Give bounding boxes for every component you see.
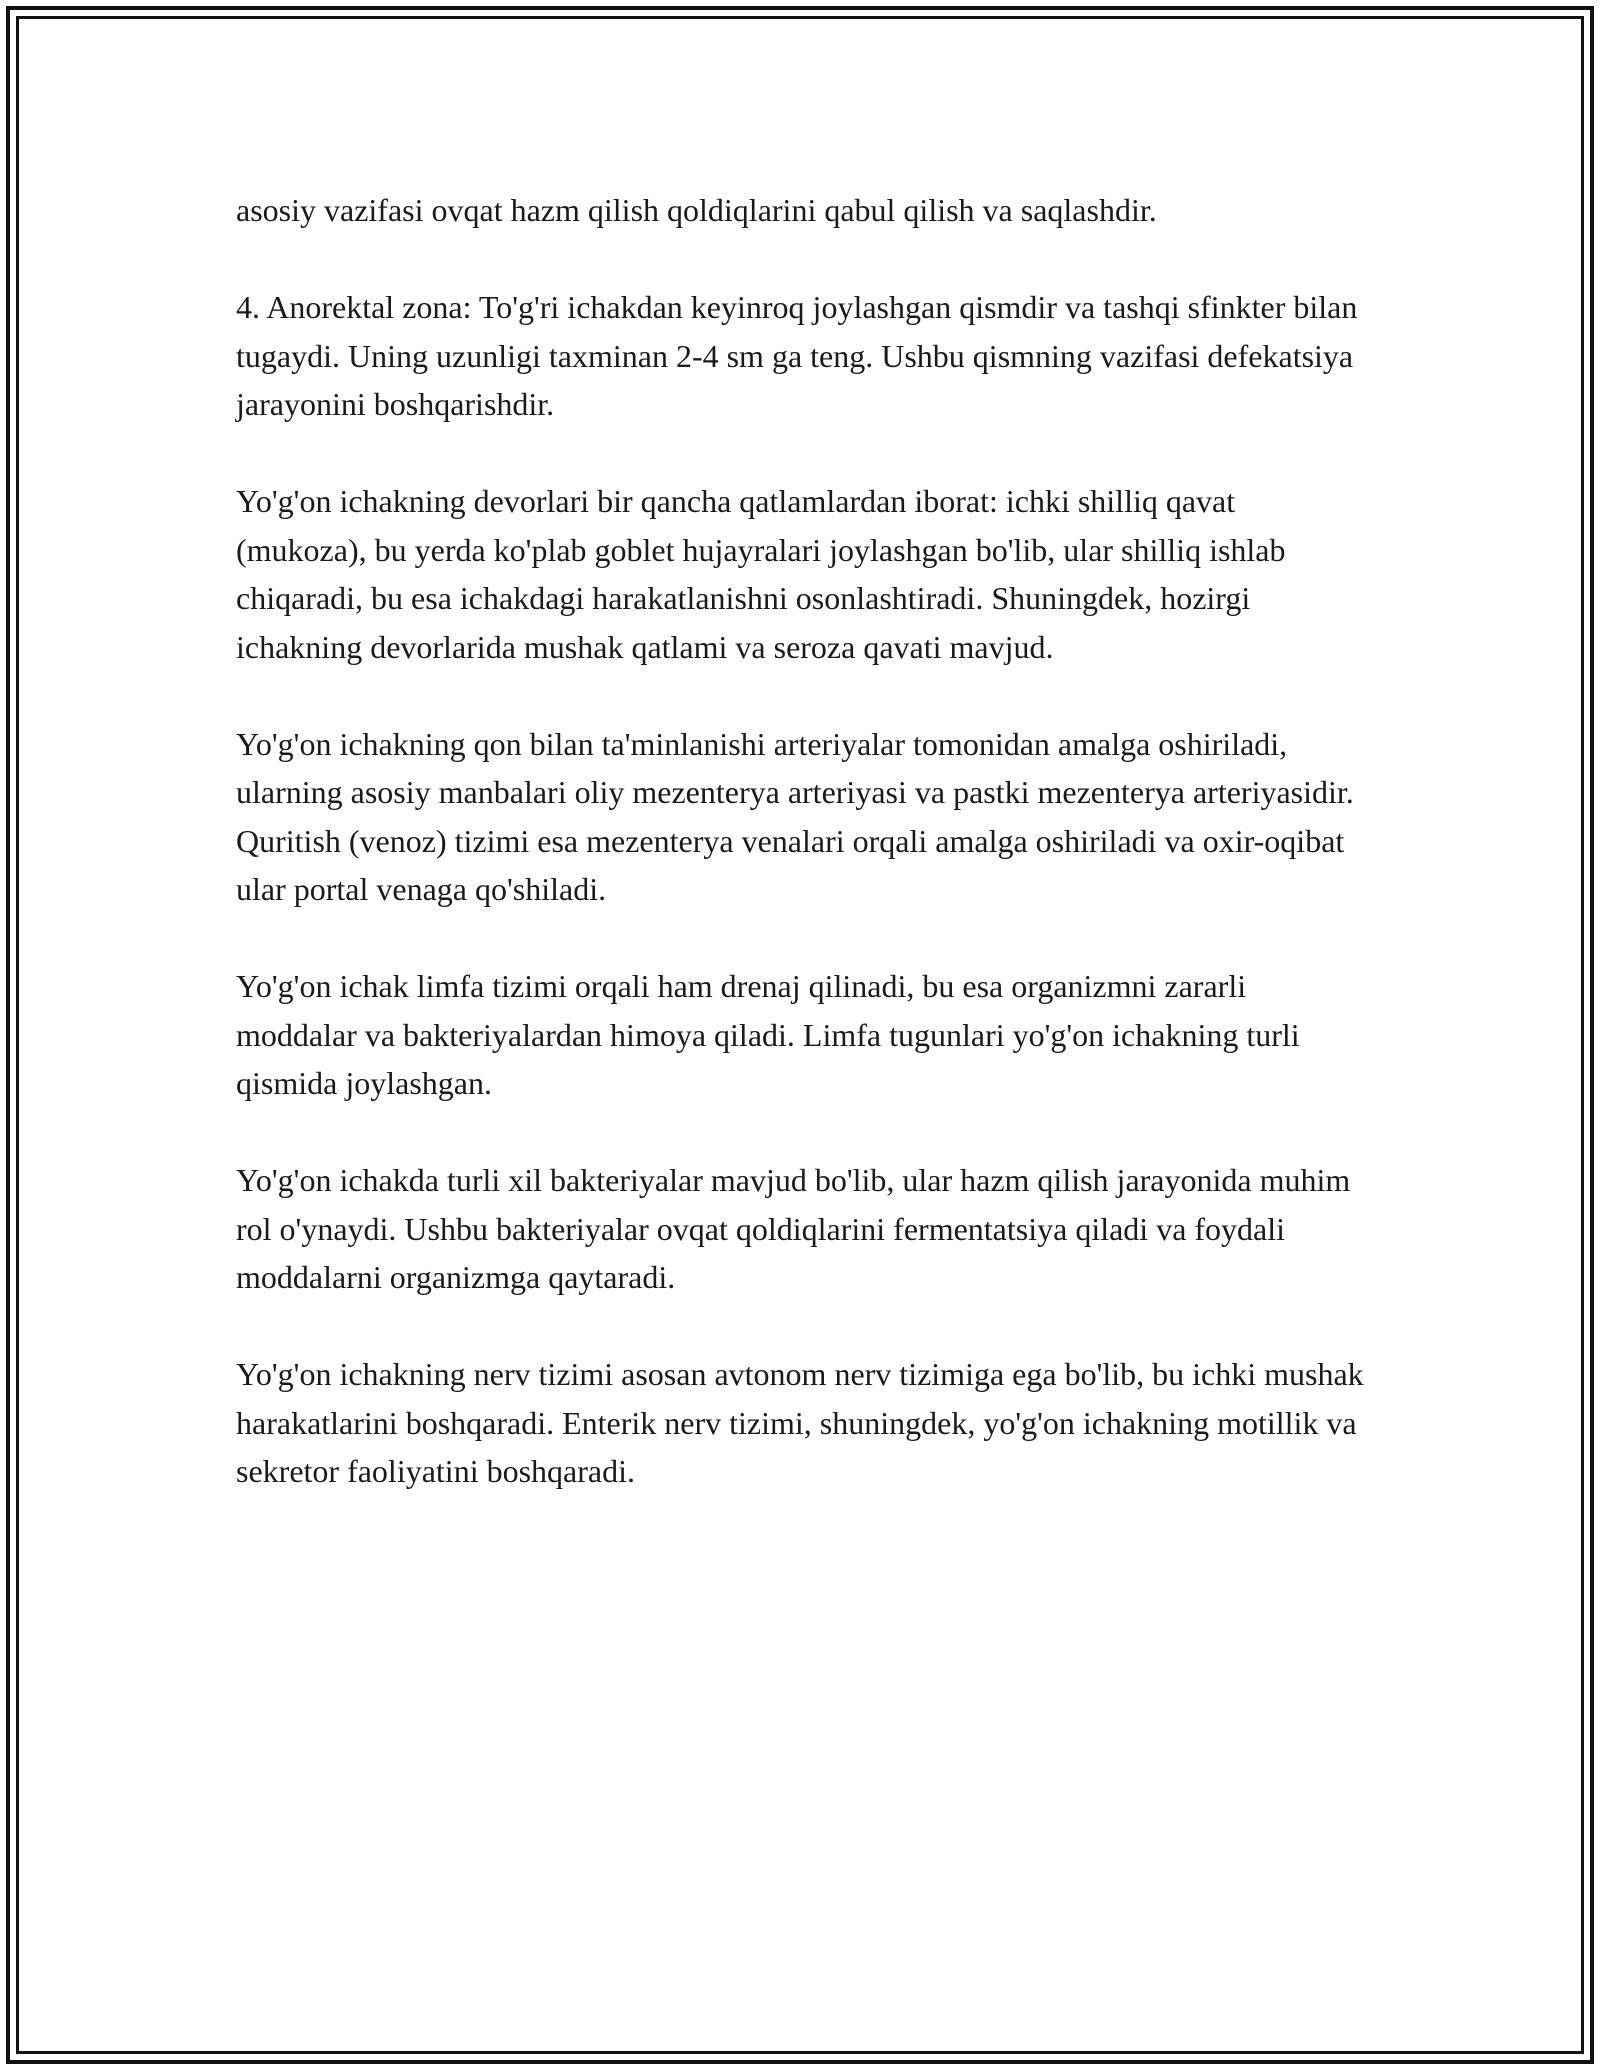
paragraph-lymphatic-system: Yo'g'on ichak limfa tizimi orqali ham drenaj qilinadi, bu esa organizmni zararli moddalar va bakteriyalardan himoya qiladi. Limfa tugunlari yo'g'on ichakning turli qismida joylashgan. — [236, 968, 1300, 1101]
paragraph-anorectal-zone: 4. Anorektal zona: To'g'ri ichakdan keyinroq joylashgan qismdir va tashqi sfinkter bilan tugaydi. Uning uzunligi taxminan 2-4 sm ga teng. Ushbu qismning vazifasi defekatsiya jarayonini boshqarishdir. — [236, 289, 1358, 422]
paragraph-bacteria: Yo'g'on ichakda turli xil bakteriyalar mavjud bo'lib, ular hazm qilish jarayonida muhim rol o'ynaydi. Ushbu bakteriyalar ovqat qoldiqlarini fermentatsiya qiladi va foydali moddalarni organizmga qaytaradi. — [236, 1162, 1351, 1295]
paragraph-continuation: asosiy vazifasi ovqat hazm qilish qoldiqlarini qabul qilish va saqlashdir. — [236, 192, 1157, 228]
paragraph-nervous-system: Yo'g'on ichakning nerv tizimi asosan avtonom nerv tizimiga ega bo'lib, bu ichki mushak harakatlarini boshqaradi. Enterik nerv tizimi, shuningdek, yo'g'on ichakning motillik va sekretor faoliyatini boshqaradi. — [236, 1356, 1364, 1489]
paragraph-blood-supply: Yo'g'on ichakning qon bilan ta'minlanishi arteriyalar tomonidan amalga oshiriladi, ularning asosiy manbalari oliy mezenterya arteriyasi va pastki mezenterya arteriyasidir. Quritish (venoz) tizimi esa mezenterya venalari orqali amalga oshiriladi va oxir-oqibat ular portal venaga qo'shiladi. — [236, 725, 1354, 907]
document-body — [236, 186, 1366, 1544]
paragraph-colon-wall-layers: Yo'g'on ichakning devorlari bir qancha qatlamlardan iborat: ichki shilliq qavat (mukoza), bu yerda ko'plab goblet hujayralari joylashgan bo'lib, ular shilliq ishlab chiqaradi, bu esa ichakdagi harakatlanishni osonlashtiradi. Shuningdek, hozirgi ichakning devorlarida mushak qatlami va seroza qavati mavjud. — [236, 483, 1286, 665]
